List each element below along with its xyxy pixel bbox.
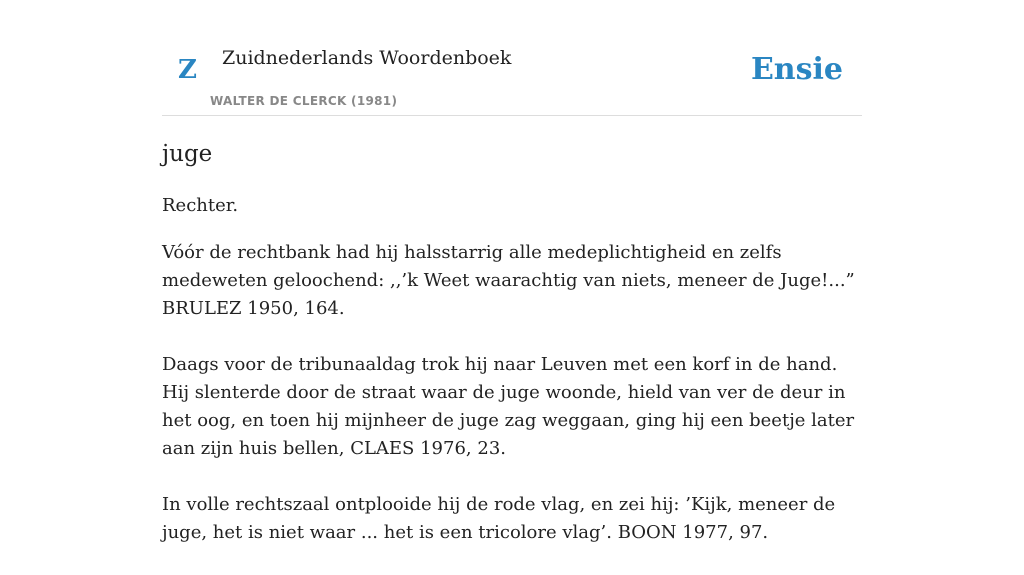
examples-list — [162, 239, 862, 575]
example-quote: Vóór de rechtbank had hij halsstarrig alle medeplichtigheid en zelfs medeweten geloochend: ,,’k Weet waarachtig van niets, meneer de Juge!...” BRULEZ 1950, 164. — [162, 242, 855, 319]
source-title-link[interactable]: Zuidnederlands Woordenboek — [222, 47, 512, 69]
page-container — [162, 0, 862, 543]
source-author: WALTER DE CLERCK (1981) — [210, 94, 398, 108]
definition: Rechter. — [162, 195, 239, 216]
headword: juge — [162, 141, 213, 167]
example-quote: Daags voor de tribunaaldag trok hij naar Leuven met een korf in de hand. Hij slenterde door de straat waar de juge woonde, hield van ver de deur in het oog, en toen hij mijnheer de juge zag weggaan, ging hij een beetje later aan zijn huis bellen, CLAES 1976, 23. — [162, 354, 855, 459]
source-logo[interactable]: Z — [178, 55, 197, 85]
source-header — [162, 0, 862, 116]
ensie-logo[interactable]: Ensie — [750, 52, 843, 87]
example-quote: In volle rechtszaal ontplooide hij de rode vlag, en zei hij: ’Kijk, meneer de juge, het is niet waar ... het is een tricolore vlag’. BOON 1977, 97. — [162, 494, 836, 543]
